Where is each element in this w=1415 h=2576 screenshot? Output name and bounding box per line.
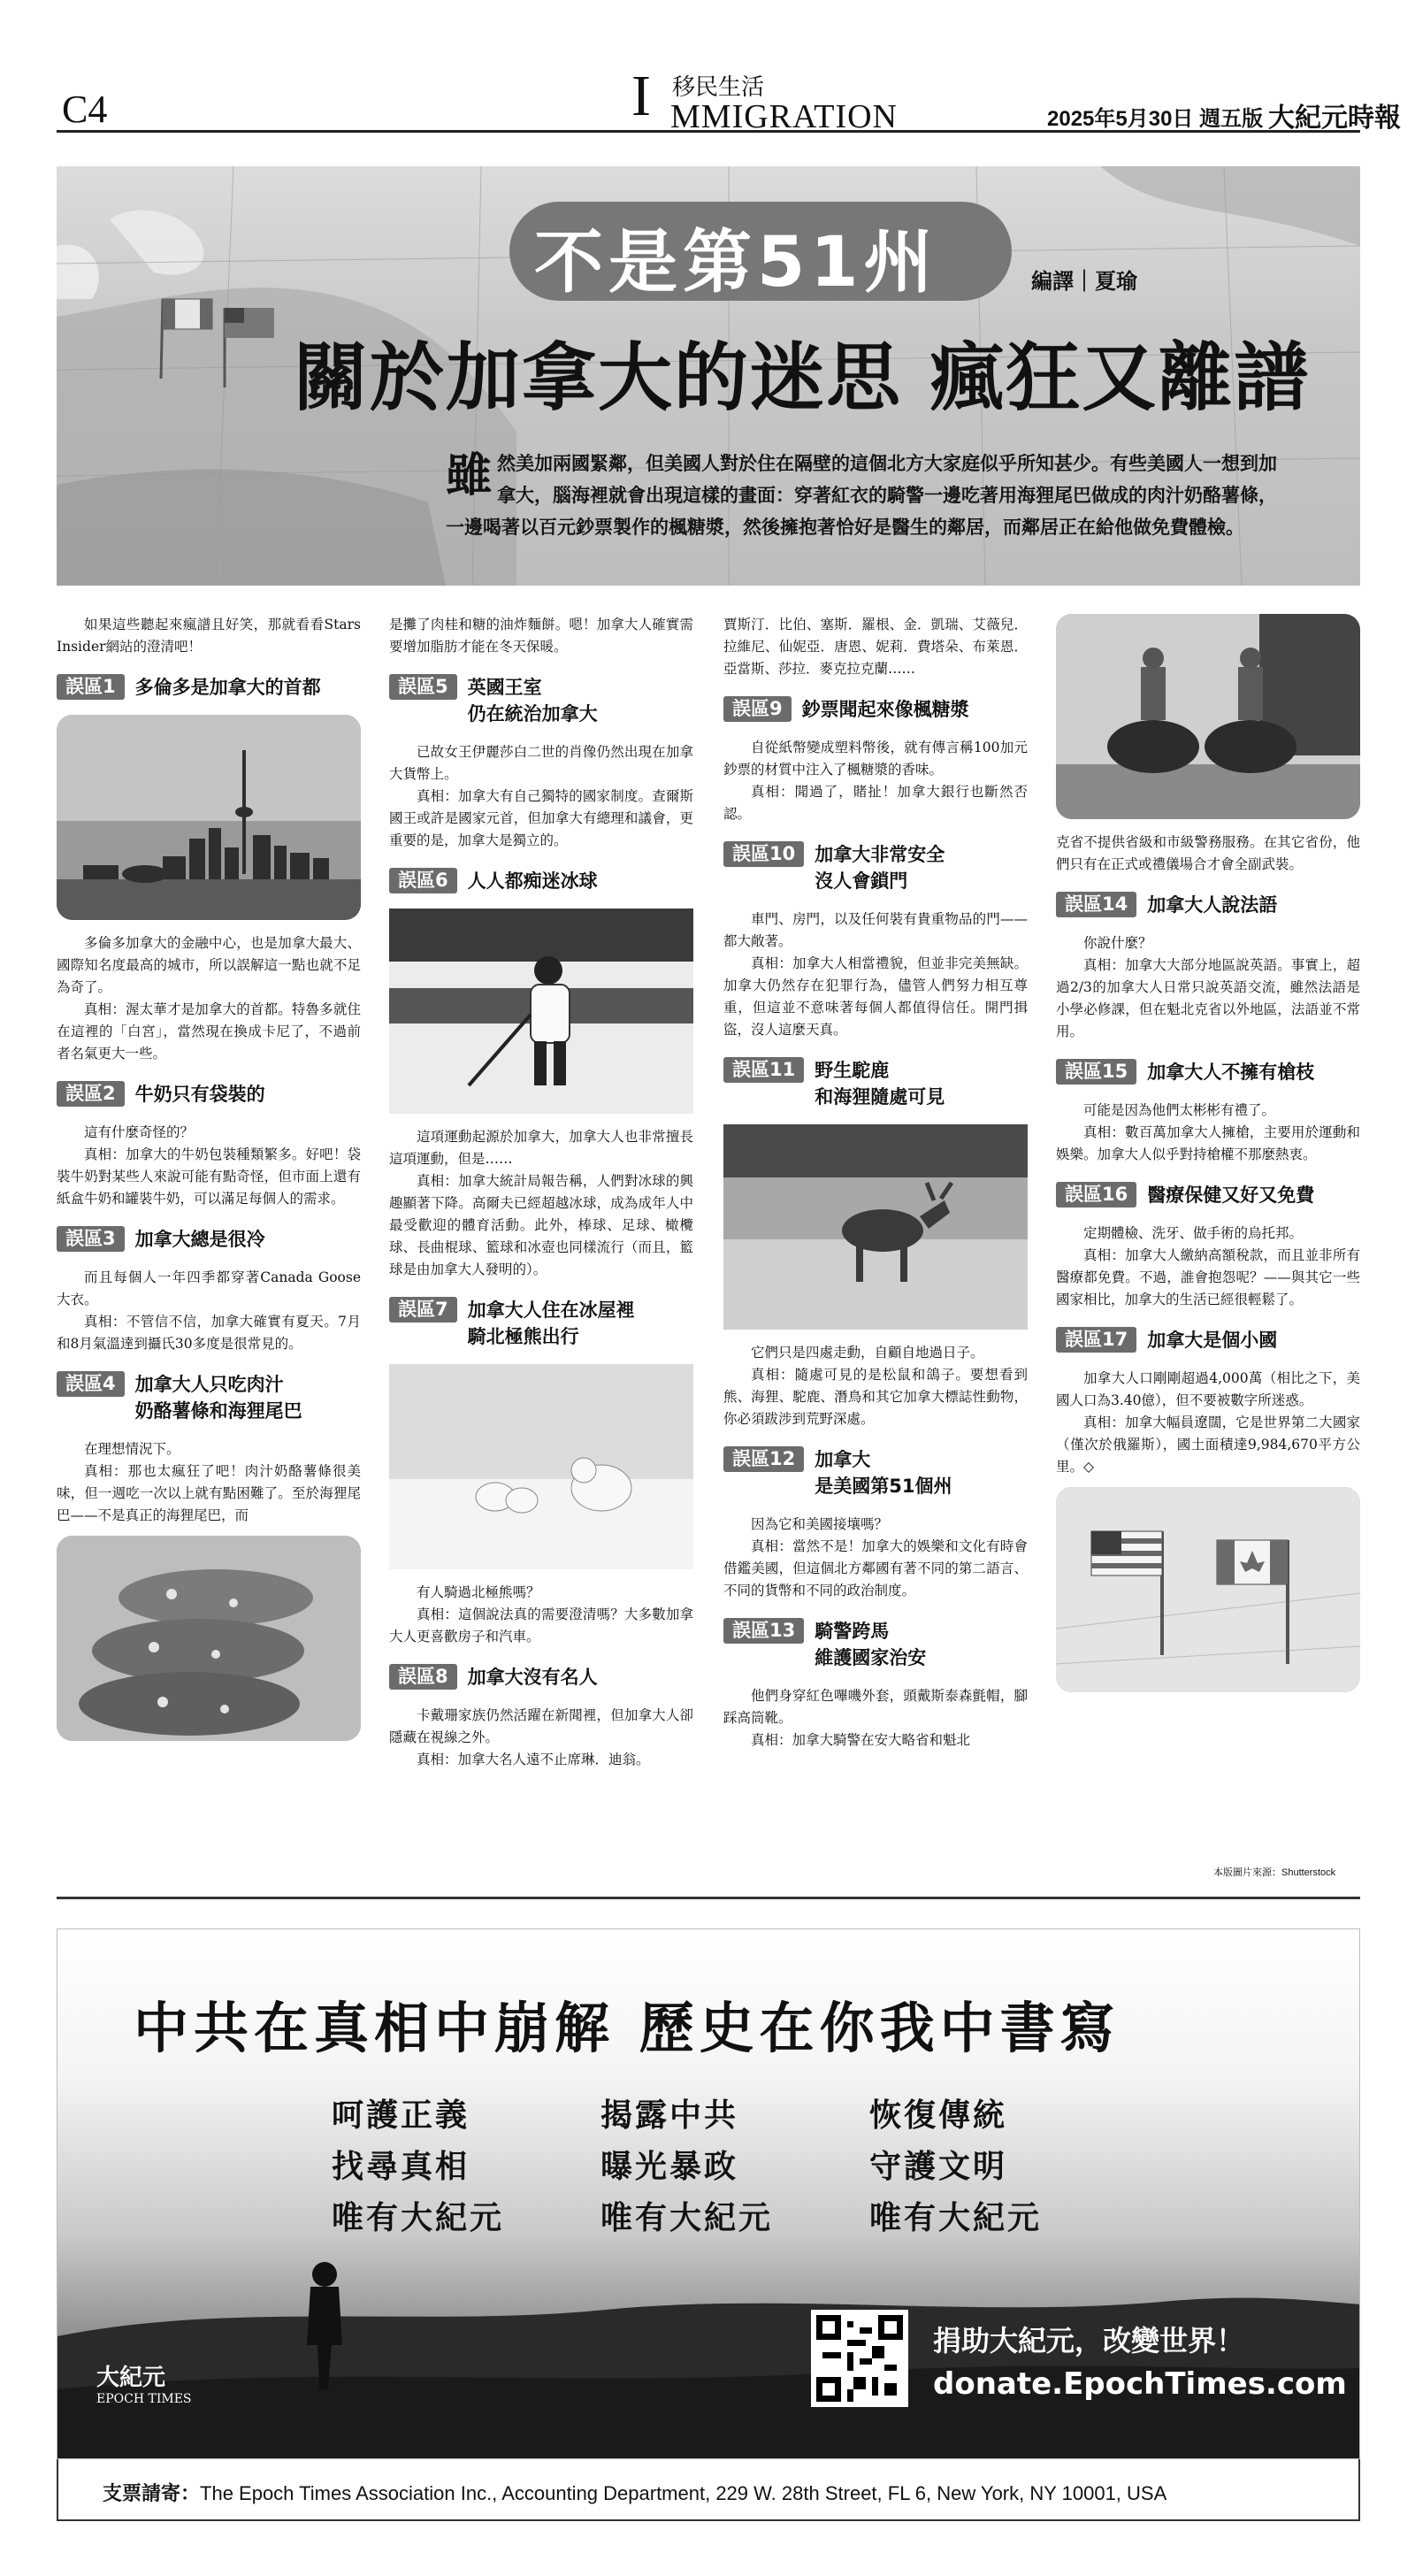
hockey-player-image (389, 908, 693, 1114)
myth-heading-6 (389, 868, 693, 894)
myth-title: 加拿大人住在冰屋裡 騎北極熊出行 (467, 1300, 635, 1347)
myth-tag: 誤區16 (1056, 1182, 1136, 1208)
myth-title: 鈔票聞起來像楓糖漿 (801, 699, 969, 720)
myth-10-paragraph: 車門、房門，以及任何裝有貴重物品的門——都大敞著。 (723, 911, 1028, 949)
myth-tag: 誤區1 (57, 674, 125, 700)
moose-photo (723, 1124, 1028, 1330)
myth-15-paragraph: 可能是因為他們太彬彬有禮了。 (1083, 1102, 1276, 1118)
myth-tag: 誤區12 (723, 1446, 804, 1472)
myth-heading-4 (57, 1371, 361, 1424)
myth-title: 醫療保健又好又免費 (1147, 1184, 1315, 1206)
myth-6-truth: 真相：加拿大統計局報告稱，人們對冰球的興趣顯著下降。高爾夫已經超越冰球，成為成年人中最受歡迎的體育活動。此外，棒球、足球、橄欖球、長曲棍球、籃球和冰壺也同樣流行（而且，籃球是由加拿大人發明的）。 (389, 1173, 693, 1277)
myth-heading-15 (1056, 1059, 1360, 1085)
myth-tag: 誤區8 (389, 1664, 457, 1690)
ad-slogan: 唯有大紀元 (600, 2200, 774, 2236)
myth-heading-16 (1056, 1182, 1360, 1208)
section-divider (57, 1897, 1360, 1899)
myth-14-paragraph: 你說什麼？ (1083, 935, 1152, 951)
myth-12-paragraph: 因為它和美國接壤嗎？ (751, 1516, 889, 1532)
ad-slogan-column-3 (869, 2090, 1042, 2244)
myth-12-truth: 真相：當然不是！加拿大的娛樂和文化有時會借鑑美國，但這個北方鄰國有著不同的第二語言、不同的貨幣和不同的政治制度。 (723, 1538, 1028, 1598)
myth-title: 加拿大 是美國第51個州 (815, 1449, 952, 1497)
myth-6-paragraph: 這項運動起源於加拿大，加拿大人也非常擅長這項運動，但是…… (389, 1129, 693, 1167)
myth-13-truth: 真相：加拿大騎警在安大略省和魁北 (751, 1732, 971, 1748)
myth-5-truth: 真相：加拿大有自己獨特的國家制度。查爾斯國王或許是國家元首，但加拿大有總理和議會，更重要的是，加拿大是獨立的。 (389, 788, 693, 848)
myth-13-paragraph: 他們身穿紅色嗶嘰外套，頭戴斯泰森氈帽，腳踩高筒靴。 (723, 1688, 1028, 1726)
hockey-player-photo (389, 908, 693, 1114)
myth-heading-10 (723, 841, 1028, 894)
ad-slogan: 曝光暴政 (600, 2149, 739, 2185)
headline-top: 不是第51州 (534, 223, 938, 303)
myth-2-truth: 真相：加拿大的牛奶包裝種類繁多。好吧！袋裝牛奶對某些人來說可能有點奇怪，但市面上還有紙盒牛奶和罐裝牛奶，可以滿足每個人的需求。 (57, 1146, 361, 1207)
myth-title: 英國王室 仍在統治加拿大 (467, 677, 598, 724)
myth-7-paragraph: 有人騎過北極熊嗎？ (417, 1584, 540, 1600)
myth-heading-7 (389, 1297, 693, 1350)
myth-tag: 誤區6 (389, 868, 457, 893)
qr-code-icon[interactable] (811, 2310, 908, 2407)
donate-slogan: 捐助大紀元，改變世界！ (933, 2324, 1245, 2358)
myth-title: 加拿大沒有名人 (467, 1667, 598, 1688)
myth-heading-17 (1056, 1327, 1360, 1353)
myth-title: 人人都痴迷冰球 (467, 870, 598, 892)
lead-text: 然美加兩國緊鄰，但美國人對於住在隔壁的這個北方大家庭似乎所知甚少。有些美國人一想到加拿大，腦海裡就會出現這樣的畫面：穿著紅衣的騎警一邊吃著用海狸尾巴做成的肉汁奶酪薯條，一邊喝著以百元鈔票製作的楓糖漿，然後擁抱著恰好是醫生的鄰居，而鄰居正在給他做免費體檢。 (446, 453, 1278, 538)
ad-slogan-column-2 (600, 2090, 773, 2244)
toronto-skyline-photo (57, 715, 361, 920)
myth-tag: 誤區9 (723, 696, 792, 722)
donate-call-to-action (933, 2319, 1347, 2402)
ad-slogan: 唯有大紀元 (332, 2200, 505, 2236)
epoch-times-logo (96, 2359, 192, 2406)
check-address: The Epoch Times Association Inc., Accounting Department, 229 W. 28th Street, FL 6, New York, NY 10001, USA (200, 2482, 1167, 2504)
myth-17-truth: 真相：加拿大幅員遼闊，它是世界第二大國家（僅次於俄羅斯），國土面積達9,984,670平方公里。◇ (1056, 1414, 1360, 1475)
article-column-3 (723, 614, 1028, 1752)
myth-tag: 誤區5 (389, 674, 457, 700)
article-column-1 (57, 614, 361, 1753)
myth-title: 加拿大人不擁有槍枝 (1147, 1062, 1315, 1083)
myth-9-paragraph: 自從紙幣變成塑料幣後，就有傳言稱100加元鈔票的材質中注入了楓糖漿的香味。 (723, 740, 1028, 778)
section-initial: I (631, 64, 651, 128)
ad-slogan: 揭露中共 (600, 2097, 739, 2134)
polar-bear-photo (389, 1364, 693, 1569)
myth-11-paragraph: 它們只是四處走動，自顧自地過日子。 (751, 1345, 984, 1361)
myth-13-continued: 克省不提供省級和市級警務服務。在其它省份，他們只有在正式或禮儀場合才會全副武裝。 (1056, 834, 1360, 872)
myth-3-paragraph: 而且每個人一年四季都穿著Canada Goose大衣。 (57, 1269, 361, 1307)
myth-17-paragraph: 加拿大人口剛剛超過4,000萬（相比之下，美國人口為3.40億），但不要被數字所迷惑。 (1056, 1370, 1360, 1408)
photo-credit: 本版圖片來源：Shutterstock (1213, 1867, 1336, 1878)
ad-slogan-column-1 (332, 2090, 504, 2244)
myth-heading-3 (57, 1226, 361, 1253)
myth-tag: 誤區17 (1056, 1327, 1136, 1353)
feature-banner (57, 166, 1360, 586)
byline: 編譯｜夏瑜 (1031, 269, 1137, 294)
myth-2-paragraph: 這有什麼奇怪的？ (84, 1124, 195, 1140)
article-column-2 (389, 614, 693, 1771)
myth-tag: 誤區14 (1056, 892, 1136, 917)
myth-10-truth: 真相：加拿大人相當禮貌，但並非完美無缺。加拿大仍然存在犯罪行為，儘管人們努力相互尊重，但這並不意味著每個人都值得信任。開門揖盜，沒人這麼天真。 (723, 955, 1028, 1038)
ad-headline: 中共在真相中崩解 歷史在你我中書寫 (134, 1996, 1121, 2060)
myth-title: 牛奶只有袋裝的 (134, 1084, 265, 1105)
lead-paragraph (446, 448, 1277, 543)
myth-8-truth: 真相：加拿大名人遠不止席琳．迪翁。 (417, 1752, 650, 1767)
article-column-4 (1056, 614, 1360, 1705)
myth-5-paragraph: 已故女王伊麗莎白二世的肖像仍然出現在加拿大貨幣上。 (389, 744, 693, 782)
logo-en: EPOCH TIMES (96, 2392, 192, 2406)
myth-title: 多倫多是加拿大的首都 (134, 677, 321, 698)
check-label: 支票請寄： (103, 2483, 201, 2505)
myth-title: 加拿大是個小國 (1147, 1330, 1278, 1351)
myth-heading-13 (723, 1618, 1028, 1671)
myth-title: 野生駝鹿 和海狸隨處可見 (815, 1060, 945, 1108)
myth-heading-1 (57, 674, 361, 701)
toronto-skyline-image (57, 715, 361, 920)
myth-title: 加拿大總是很冷 (134, 1229, 265, 1250)
logo-cn: 大紀元 (96, 2365, 166, 2391)
moose-image (723, 1124, 1028, 1330)
myth-tag: 誤區15 (1056, 1059, 1136, 1085)
intro-paragraph: 如果這些聽起來瘋譜且好笑，那就看看Stars Insider網站的澄清吧！ (57, 617, 361, 655)
beavertail-pastry-photo (57, 1536, 361, 1741)
myth-heading-11 (723, 1057, 1028, 1110)
mounted-police-photo (1056, 614, 1360, 819)
myth-tag: 誤區3 (57, 1226, 125, 1252)
myth-1-truth: 真相：渥太華才是加拿大的首都。特魯多就住在這裡的「白宮」，當然現在換成卡尼了，不過前者名氣更大一些。 (57, 1001, 361, 1062)
myth-title: 加拿大人說法語 (1147, 894, 1278, 916)
issue-date: 2025年5月30日 週五版 (1047, 107, 1264, 131)
myth-heading-5 (389, 674, 693, 727)
polar-bear-image (389, 1364, 693, 1569)
myth-heading-8 (389, 1664, 693, 1690)
myth-4-paragraph: 在理想情況下。 (84, 1441, 180, 1457)
qr-code-image (816, 2315, 903, 2402)
beavertail-pastry-image (57, 1536, 361, 1741)
myth-tag: 誤區10 (723, 841, 804, 867)
us-canada-flags-image (1056, 1487, 1360, 1692)
myth-title: 加拿大人只吃肉汁 奶酪薯條和海狸尾巴 (134, 1374, 302, 1422)
section-title-cn: 移民生活 (672, 74, 765, 101)
page-header (57, 62, 1401, 135)
section-title-en: MMIGRATION (670, 98, 898, 135)
myth-heading-2 (57, 1081, 361, 1108)
myth-8-continued: 賈斯汀．比伯、塞斯．羅根、金．凱瑞、艾薇兒．拉維尼、仙妮亞．唐恩、妮莉．費塔朵、布萊恩．亞當斯、莎拉．麥克拉克蘭…… (723, 617, 1028, 677)
headline-main: 關於加拿大的迷思 瘋狂又離譜 (294, 334, 1311, 421)
flags-photo (1056, 1487, 1360, 1692)
myth-16-paragraph: 定期體檢、洗牙、做手術的烏托邦。 (1083, 1225, 1304, 1241)
myth-4-truth: 真相：那也太瘋狂了吧！肉汁奶酪薯條很美味，但一週吃一次以上就有點困難了。至於海狸尾巴——不是真正的海狸尾巴，而 (57, 1463, 361, 1523)
myth-8-paragraph: 卡戴珊家族仍然活躍在新聞裡，但加拿大人卻隱藏在視線之外。 (389, 1707, 693, 1745)
ad-slogan: 恢復傳統 (869, 2097, 1008, 2134)
donate-link[interactable]: donate.EpochTimes.com (933, 2366, 1347, 2402)
myth-title: 加拿大非常安全 沒人會鎖門 (815, 844, 945, 892)
myth-heading-9 (723, 696, 1028, 723)
donation-advertisement (57, 1928, 1360, 2459)
lead-dropcap: 雖 (446, 449, 493, 502)
check-mailing-address (57, 2459, 1360, 2521)
myth-1-paragraph: 多倫多加拿大的金融中心，也是加拿大最大、國際知名度最高的城市，所以誤解這一點也就不足為奇了。 (57, 935, 361, 995)
ad-slogan: 唯有大紀元 (869, 2200, 1043, 2236)
myth-title: 騎警跨馬 維護國家治安 (815, 1621, 927, 1668)
myth-tag: 誤區13 (723, 1618, 804, 1644)
myth-tag: 誤區2 (57, 1081, 125, 1107)
myth-tag: 誤區11 (723, 1057, 804, 1083)
ad-slogan: 呵護正義 (332, 2097, 470, 2134)
myth-4-continued: 是攤了肉桂和糖的油炸麵餅。嗯！加拿大人確實需要增加脂肪才能在冬天保暖。 (389, 617, 693, 655)
masthead-logo: 大紀元時報 (1268, 103, 1401, 134)
myth-tag: 誤區4 (57, 1371, 125, 1397)
ad-slogan: 找尋真相 (332, 2149, 470, 2185)
myth-9-truth: 真相：聞過了，賭扯！加拿大銀行也斷然否認。 (723, 784, 1028, 822)
mounted-police-image (1056, 614, 1360, 819)
myth-heading-14 (1056, 892, 1360, 918)
ad-slogan: 守護文明 (869, 2149, 1008, 2185)
myth-11-truth: 真相：隨處可見的是松鼠和鴿子。要想看到熊、海狸、駝鹿、潛鳥和其它加拿大標誌性動物，你必須跋涉到荒野深處。 (723, 1367, 1028, 1427)
page-number: C4 (62, 88, 108, 131)
myth-tag: 誤區7 (389, 1297, 457, 1322)
myth-heading-12 (723, 1446, 1028, 1499)
myth-15-truth: 真相：數百萬加拿大人擁槍，主要用於運動和娛樂。加拿大人似乎對持槍權不那麼熱衷。 (1056, 1124, 1360, 1162)
myth-7-truth: 真相：這個說法真的需要澄清嗎？大多數加拿大人更喜歡房子和汽車。 (389, 1606, 693, 1644)
myth-3-truth: 真相：不管信不信，加拿大確實有夏天。7月和8月氣溫達到攝氏30多度是很常見的。 (57, 1314, 361, 1352)
myth-16-truth: 真相：加拿大人繳納高額稅款，而且並非所有醫療都免費。不過，誰會抱怨呢？——與其它一些國家相比，加拿大的生活已經很輕鬆了。 (1056, 1247, 1360, 1307)
myth-14-truth: 真相：加拿大大部分地區說英語。事實上，超過2/3的加拿大人日常只說英語交流，雖然法語是小學必修課，但在魁北克省以外地區，法語並不常用。 (1056, 957, 1360, 1039)
